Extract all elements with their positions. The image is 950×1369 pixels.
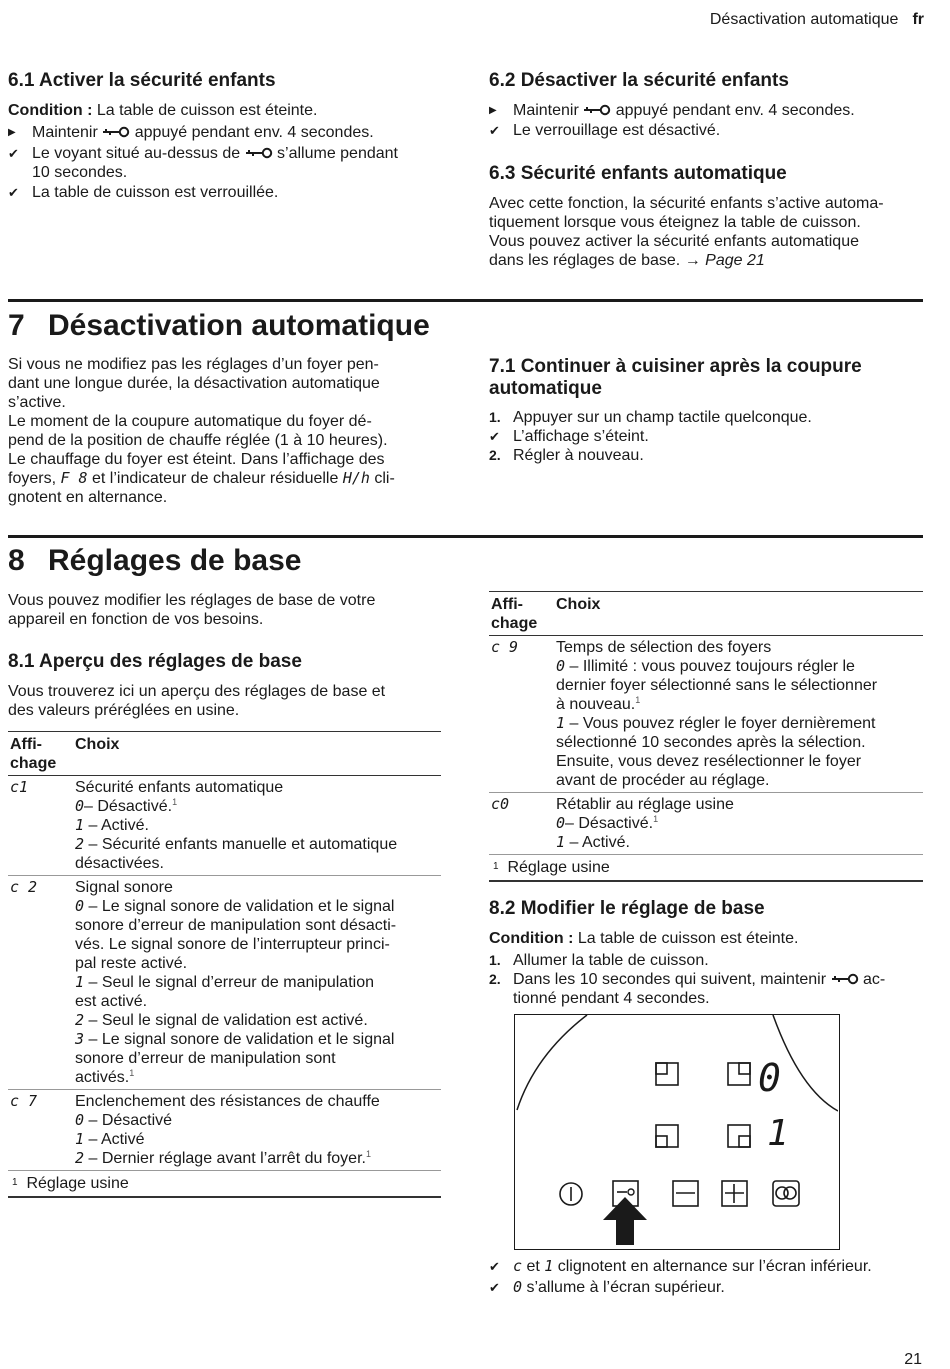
table-footnote-row: $^1$ Réglage usine (489, 855, 923, 882)
step: 2. Dans les 10 secondes qui suivent, maintenir ac- tionné pendant 4 secondes. (489, 971, 886, 1007)
page-reference-link[interactable]: → Page 21 (680, 252, 765, 269)
section-7-body: Si vous ne modifiez pas les réglages d’un foyer pen- dant une longue durée, la désactivation automatique s’active. Le moment de la coupure automatique du foyer dé- pend de la position de chauffe réglée (1 à 10 heures). Le chauffage du foyer est éteint. Dans l’affichage des foyers, F 8 et l’indicateur de chaleur résiduelle H/h cli- gnotent en alternance. (8, 356, 395, 506)
section-6-3 (489, 163, 919, 270)
checkmark-icon: ✔ (489, 123, 500, 138)
basic-settings-table-continued (489, 591, 923, 882)
table-row: c0 Rétablir au réglage usine 0– Désactivé.$^1$ 1 – Activé. (489, 793, 923, 855)
section-rule (8, 535, 923, 538)
checkmark-icon: ✔ (8, 146, 19, 161)
section-7-1: 7.1 Continuer à cuisiner après la coupure automatique 1. Appuyer sur un champ tactile quelconque. ✔ L’affichage s’éteint. 2. Régler à nouveau. (489, 356, 919, 465)
cooking-zone-arc (773, 1015, 838, 1111)
table-row: c1 Sécurité enfants automatique 0– Désactivé.$^1$ 1 – Activé. 2 – Sécurité enfants manuelle et automatique désactivées. (8, 776, 441, 876)
running-header (710, 10, 924, 29)
table-row: c 9 Temps de sélection des foyers 0 – Illimité : vous pouvez toujours régler le dernier foyer sélectionné sans le sélectionner à nouveau.$^1$ 1 – Vous pouvez régler le foyer dernièrement sélectionné 10 secondes après la sélection. Ensuite, vous devez resélectionner le foyer avant de procéder au réglage. (489, 636, 923, 793)
result: ✔ L’affichage s’éteint. (489, 428, 649, 445)
section-7-title: 7 Désactivation automatique (8, 309, 430, 342)
press-arrow-icon (603, 1197, 647, 1245)
section-6-3-body: Avec cette fonction, la sécurité enfants s’active automa- tiquement lorsque vous éteignez la table de cuisson. Vous pouvez activer la sécurité enfants automatique dans les réglages de base. → Page 21 (489, 195, 884, 269)
section-8-1-title: 8.1 Aperçu des réglages de base (8, 651, 302, 672)
lower-display-digit: 1 (767, 1113, 789, 1154)
plus-button-icon (722, 1181, 747, 1206)
triangle-bullet-icon: ▶ (8, 127, 16, 138)
checkmark-icon: ✔ (489, 1280, 500, 1295)
upper-display-digit: 0 (758, 1056, 781, 1100)
section-8-1: 8.1 Aperçu des réglages de base Vous trouverez ici un aperçu des réglages de base et des valeurs préréglées en usine. (8, 651, 438, 720)
section-8-2 (489, 898, 929, 1008)
child-lock-key-icon (102, 126, 130, 138)
condition: Condition : La table de cuisson est éteinte. (489, 930, 799, 947)
condition: Condition : La table de cuisson est éteinte. (8, 102, 318, 119)
control-panel-svg (515, 1015, 838, 1248)
step: ▶ Maintenir appuyé pendant env. 4 secondes. (489, 102, 855, 119)
result: ✔ Le verrouillage est désactivé. (489, 122, 721, 139)
section-6-3-title: 6.3 Sécurité enfants automatique (489, 163, 787, 184)
zone-front-left-icon (656, 1063, 678, 1085)
section-6-2 (489, 70, 919, 140)
result: ✔ Le voyant situé au-dessus de s’allume pendant 10 secondes. (8, 145, 398, 181)
section-rule (8, 299, 923, 302)
checkmark-icon: ✔ (489, 1259, 500, 1274)
section-8-body: Vous pouvez modifier les réglages de base de votre appareil en fonction de vos besoins. (8, 592, 376, 628)
result: ✔ La table de cuisson est verrouillée. (8, 184, 279, 201)
zone-rear-left-icon (656, 1125, 678, 1147)
display-symbol: F 8 (60, 469, 88, 487)
table-row: c 7 Enclenchement des résistances de chauffe 0 – Désactivé 1 – Activé 2 – Dernier réglage avant l’arrêt du foyer.$^1$ (8, 1090, 441, 1171)
table-header-row: Affi- chage Choix (8, 732, 441, 776)
timer-button-icon (773, 1181, 799, 1206)
section-6-2-title: 6.2 Désactiver la sécurité enfants (489, 70, 789, 91)
child-lock-key-icon (831, 973, 859, 985)
power-icon (560, 1183, 582, 1205)
section-8-2-title: 8.2 Modifier le réglage de base (489, 898, 765, 919)
step: 1. Appuyer sur un champ tactile quelconque. (489, 409, 812, 426)
section-6-1 (8, 70, 438, 202)
child-lock-key-icon (245, 147, 273, 159)
section-8-title: 8 Réglages de base (8, 544, 302, 577)
language-code: fr (912, 11, 924, 28)
zone-front-right-icon (728, 1063, 750, 1085)
section-8-2-results (489, 1257, 929, 1297)
running-header-title: Désactivation automatique (709, 11, 899, 28)
page-number: 21 (904, 1351, 922, 1368)
basic-settings-table (8, 731, 441, 1198)
section-6-1-title: 6.1 Activer la sécurité enfants (8, 70, 276, 91)
cooking-zone-arc (517, 1015, 587, 1110)
display-symbol: H/h (342, 469, 370, 487)
table-footnote-row: $^1$ Réglage usine (8, 1171, 441, 1198)
result: ✔ 0 s’allume à l’écran supérieur. (489, 1278, 725, 1296)
control-panel-illustration (514, 1014, 840, 1250)
zone-rear-right-icon (728, 1125, 750, 1147)
table-header-row: Affi- chage Choix (489, 592, 923, 636)
result: ✔ c et 1 clignotent en alternance sur l’écran inférieur. (489, 1257, 872, 1275)
checkmark-icon: ✔ (8, 185, 19, 200)
table-row: c 2 Signal sonore 0 – Le signal sonore de validation et le signal sonore d’erreur de manipulation sont désacti- vés. Le signal sonore de l’interrupteur princi- pal reste activé. 1 – Seul le signal d’erreur de manipulation est activé. 2 – Seul le signal de validation est activé. 3 – Le signal sonore de validation et le signal sonore d’erreur de manipulation sont activés.$^1$ (8, 876, 441, 1090)
child-lock-key-icon (583, 104, 611, 116)
checkmark-icon: ✔ (489, 429, 500, 444)
step: 2. Régler à nouveau. (489, 447, 644, 464)
section-7-1-title: 7.1 Continuer à cuisiner après la coupure (489, 356, 862, 377)
step: ▶ Maintenir appuyé pendant env. 4 secondes. (8, 124, 374, 141)
step: 1. Allumer la table de cuisson. (489, 952, 709, 969)
minus-button-icon (673, 1181, 698, 1206)
triangle-bullet-icon: ▶ (489, 105, 497, 116)
